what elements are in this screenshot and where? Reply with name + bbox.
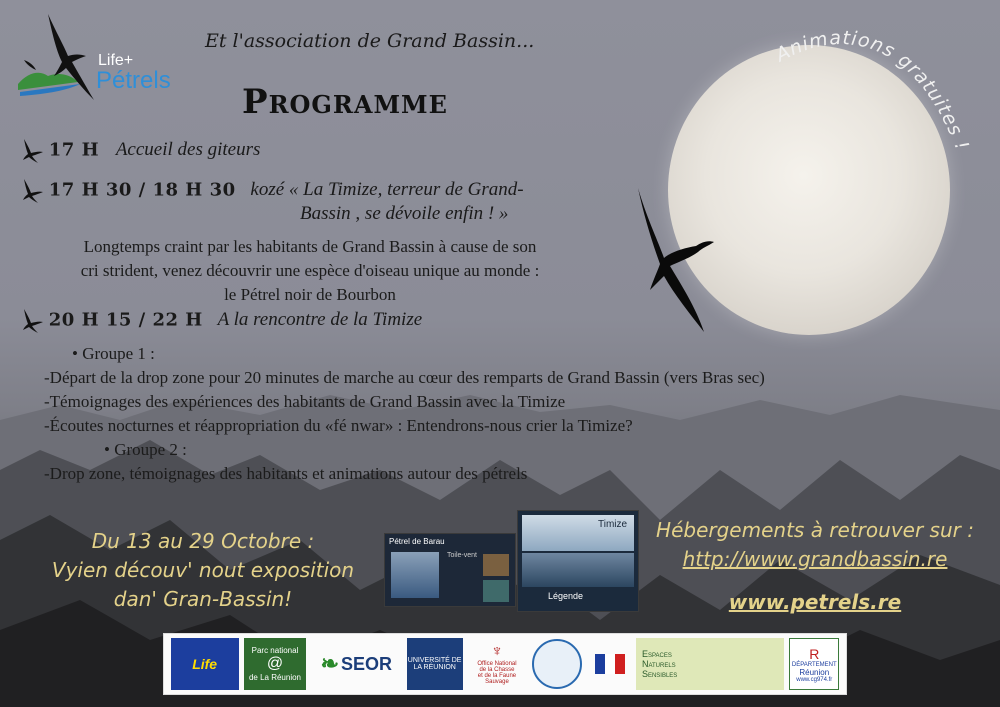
parc-national-logo: Parc national @ de La Réunion <box>244 638 306 690</box>
description-line-1: Longtemps craint par les habitants de Grand Bassin à cause de son <box>83 237 537 256</box>
petrels-link[interactable]: www.petrels.re <box>728 590 902 614</box>
petrel-logo-icon <box>18 12 108 102</box>
exposition-panel-image-1 <box>384 533 516 607</box>
panel-2-subtitle: Légende <box>548 591 584 601</box>
schedule-time-3: 20 H 15 / 22 H <box>48 309 203 331</box>
logo-line-1: Life+ <box>98 52 134 69</box>
panel-photo <box>483 554 509 576</box>
schedule-text-2: kozé « La Timize, terreur de Grand- <box>250 179 524 201</box>
exposition-announcement <box>18 527 388 614</box>
panel-1-title: Pétrel de Barau <box>389 537 445 546</box>
event-description <box>0 235 620 307</box>
petrel-silhouette-large-icon <box>636 186 718 334</box>
description-line-3: le Pétrel noir de Bourbon <box>224 285 396 304</box>
free-activities-badge <box>760 22 990 222</box>
panel-photo <box>391 552 439 598</box>
bullet-icon: • <box>72 344 78 363</box>
schedule-time-1: 17 H <box>48 139 100 161</box>
bullet-icon: • <box>104 440 110 459</box>
logo-line-2: Pétrels <box>96 67 171 94</box>
oncfs-logo: ♆ Office National de la Chasse et de la Faune Sauvage <box>477 643 517 685</box>
panel-2-title: Timize <box>598 519 628 530</box>
group-2-label-text: Groupe 2 : <box>114 440 187 459</box>
republique-francaise-logo <box>589 638 631 690</box>
r-icon: R <box>809 645 820 662</box>
life-petrels-logo <box>18 12 188 102</box>
schedule-text-3: A la rencontre de la Timize <box>217 309 423 331</box>
schedule-item-1 <box>22 138 260 164</box>
exposition-line-2: Vyien découv' nout exposition <box>51 558 355 582</box>
universite-reunion-logo: UNIVERSITÉ DE LA RÉUNION <box>407 638 463 690</box>
seor-logo: ❧ SEOR <box>320 651 393 676</box>
flag-icon <box>595 654 625 674</box>
spiral-icon: @ <box>266 655 284 672</box>
list-item: -Écoutes nocturnes et réappropriation du «fé nwar» : Entendrons-nous crier la Timize? <box>44 416 633 435</box>
petrel-bullet-icon <box>22 178 44 204</box>
exposition-panel-image-2 <box>517 510 639 612</box>
seal-logo <box>531 638 583 690</box>
svg-text:Animations gratuites ! <box>770 27 973 154</box>
petrel-bullet-icon <box>22 308 44 334</box>
description-line-2: cri strident, venez découvrir une espèce d'oiseau unique au monde : <box>80 261 540 280</box>
list-item: -Départ de la drop zone pour 20 minutes de marche au cœur des remparts de Grand Bassin (vers Bras sec) <box>44 368 765 387</box>
schedule-item-3 <box>22 308 422 334</box>
accommodation-info <box>630 516 1000 617</box>
grandbassin-link[interactable]: http://www.grandbassin.re <box>682 547 948 571</box>
seal-icon <box>532 639 582 689</box>
panel-photo <box>522 553 634 587</box>
schedule-text-2-continued: Bassin , se dévoile enfin ! » <box>300 203 509 224</box>
accommodation-label: Hébergements à retrouver sur : <box>656 518 974 542</box>
life-eu-logo: Life <box>171 638 239 690</box>
list-item: -Drop zone, témoignages des habitants et animations autour des pétrels <box>44 464 528 483</box>
departement-reunion-logo: R DÉPARTEMENT Réunion www.cg974.fr <box>789 638 839 690</box>
petrel-bullet-icon <box>22 138 44 164</box>
espaces-naturels-sensibles-logo: Espaces Naturels Sensibles <box>636 638 784 690</box>
page-title: Programme <box>242 82 448 122</box>
group-2-label <box>104 438 187 462</box>
group-1-label <box>72 342 155 366</box>
bird-icon: ❧ <box>320 651 340 676</box>
exposition-line-1: Du 13 au 29 Octobre : <box>91 529 315 553</box>
panel-photo <box>483 580 509 602</box>
header-text: Et l'association de Grand Bassin... <box>205 30 535 52</box>
badge-text: Animations gratuites ! <box>772 26 974 154</box>
group-1-list <box>44 366 944 438</box>
group-1-label-text: Groupe 1 : <box>82 344 155 363</box>
schedule-text-1: Accueil des giteurs <box>115 139 261 161</box>
list-item: -Témoignages des expériences des habitants de Grand Bassin avec la Timize <box>44 392 566 411</box>
panel-1-subtitle: Toile-vent <box>447 552 477 559</box>
schedule-item-2 <box>22 178 524 204</box>
group-2-list <box>44 462 844 486</box>
partner-logos-strip <box>163 633 847 695</box>
schedule-time-2: 17 H 30 / 18 H 30 <box>48 179 236 201</box>
deer-icon: ♆ <box>490 643 503 660</box>
exposition-line-3: dan' Gran-Bassin! <box>113 587 293 611</box>
